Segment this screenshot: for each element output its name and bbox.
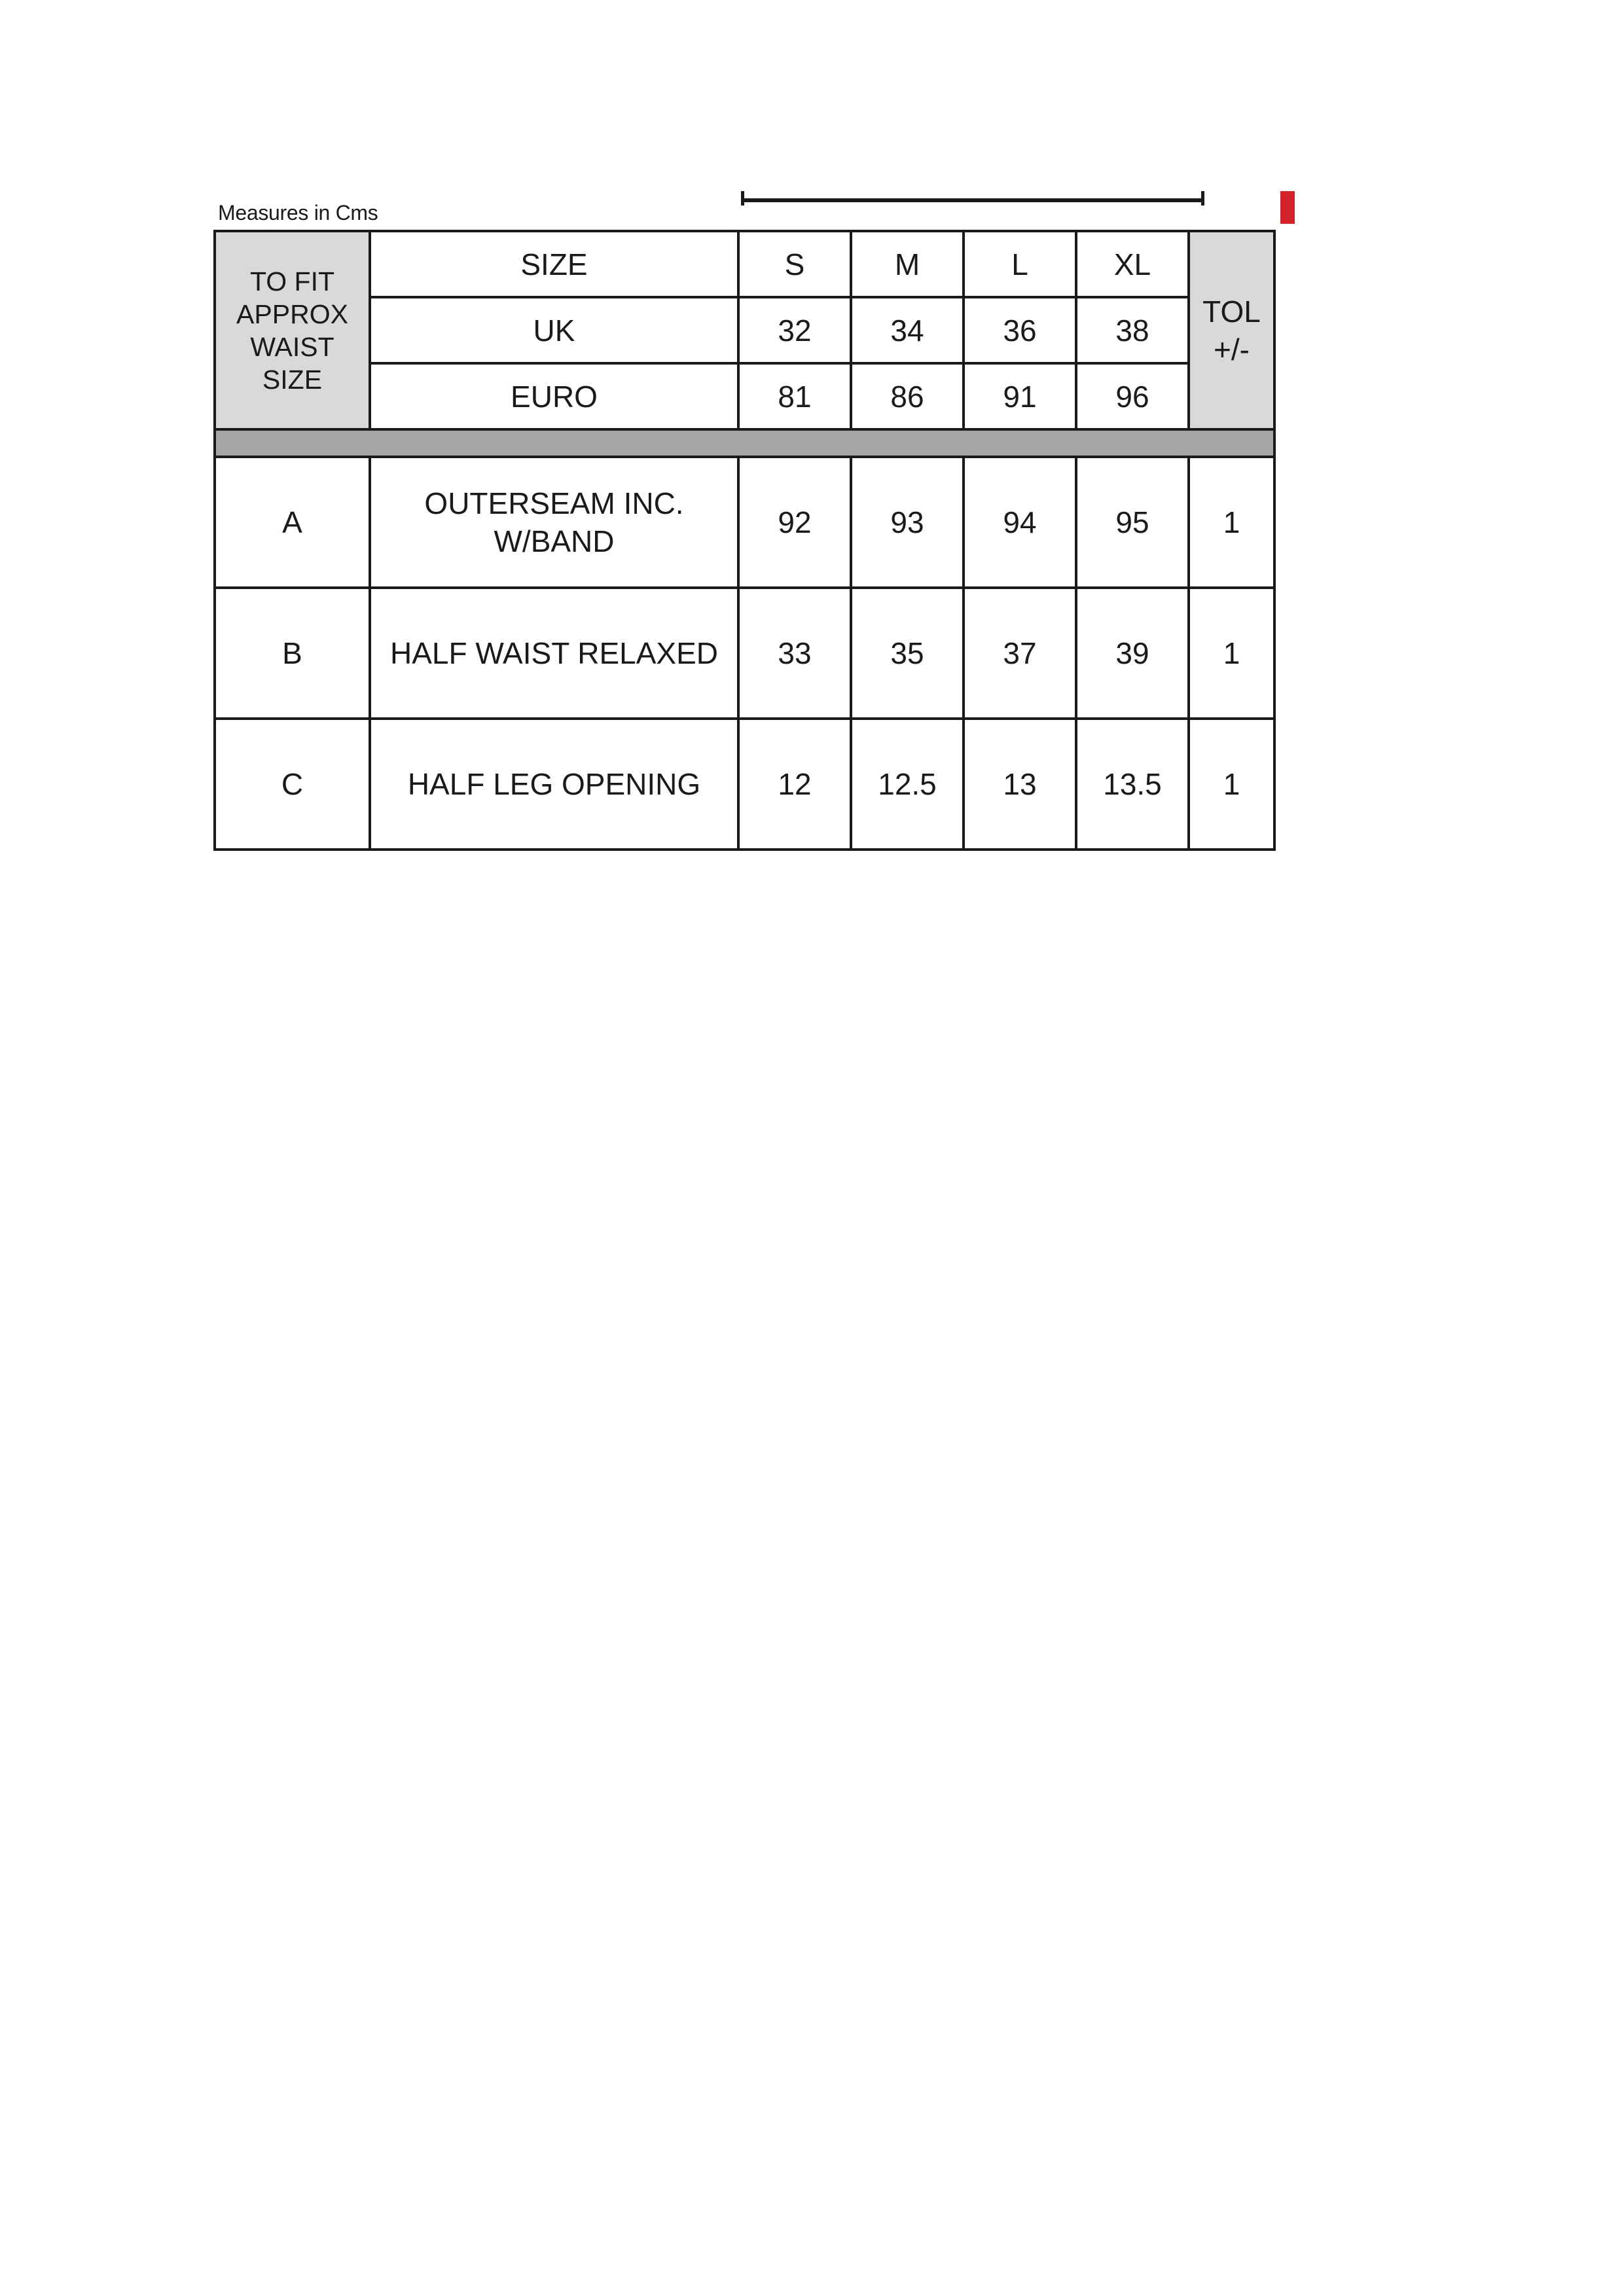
uk-size-row — [215, 297, 1274, 363]
size-cell: XL — [1076, 231, 1189, 297]
fit-label-line: SIZE — [262, 364, 323, 395]
measurement-value: 33 — [738, 588, 851, 719]
euro-size-cell: 81 — [738, 363, 851, 429]
measurement-tolerance: 1 — [1189, 588, 1274, 719]
measurement-value: 37 — [964, 588, 1076, 719]
size-range-bracket-right-tick — [1201, 191, 1204, 206]
euro-size-cell: 96 — [1076, 363, 1189, 429]
measurement-label — [370, 719, 738, 850]
measurement-value: 13 — [964, 719, 1076, 850]
euro-size-cell: 86 — [851, 363, 964, 429]
measurement-label — [370, 588, 738, 719]
uk-row-label: UK — [370, 297, 738, 363]
uk-size-cell: 34 — [851, 297, 964, 363]
measures-unit-note: Measures in Cms — [218, 201, 378, 224]
size-chart-table — [213, 230, 1276, 851]
size-cell: M — [851, 231, 964, 297]
size-cell: L — [964, 231, 1076, 297]
size-range-bracket-left-tick — [741, 191, 744, 206]
measurement-tolerance: 1 — [1189, 457, 1274, 588]
measurement-code: C — [215, 719, 370, 850]
measurement-value: 35 — [851, 588, 964, 719]
measurement-label-line: HALF LEG OPENING — [407, 767, 701, 801]
measurement-value: 12.5 — [851, 719, 964, 850]
separator-band — [215, 429, 1274, 457]
measurement-value: 12 — [738, 719, 851, 850]
measurement-code: A — [215, 457, 370, 588]
size-range-bracket — [741, 198, 1204, 202]
size-cell: S — [738, 231, 851, 297]
euro-row-label: EURO — [370, 363, 738, 429]
euro-size-row — [215, 363, 1274, 429]
measurement-value: 94 — [964, 457, 1076, 588]
tolerance-label-line: +/- — [1214, 332, 1250, 367]
uk-size-cell: 32 — [738, 297, 851, 363]
fit-label-line: WAIST — [250, 331, 334, 362]
measurement-label-line: OUTERSEAM INC. — [424, 486, 684, 520]
tolerance-header-cell — [1189, 231, 1274, 429]
fit-label-cell — [215, 231, 370, 429]
red-marker — [1280, 191, 1295, 224]
measurement-code: B — [215, 588, 370, 719]
tolerance-label-line: TOL — [1202, 294, 1261, 329]
separator-row — [215, 429, 1274, 457]
measurement-row-b — [215, 588, 1274, 719]
measurement-label — [370, 457, 738, 588]
size-header-row — [215, 231, 1274, 297]
measurement-value: 13.5 — [1076, 719, 1189, 850]
measurement-tolerance: 1 — [1189, 719, 1274, 850]
size-row-label: SIZE — [370, 231, 738, 297]
measurement-label-line: HALF WAIST RELAXED — [389, 636, 718, 670]
measurement-label-line: W/BAND — [494, 524, 615, 558]
uk-size-cell: 36 — [964, 297, 1076, 363]
fit-label-line: APPROX — [236, 298, 348, 329]
measurement-row-c — [215, 719, 1274, 850]
measurement-value: 93 — [851, 457, 964, 588]
measurement-value: 92 — [738, 457, 851, 588]
uk-size-cell: 38 — [1076, 297, 1189, 363]
fit-label-line: TO FIT — [249, 266, 335, 296]
measurement-value: 95 — [1076, 457, 1189, 588]
measurement-value: 39 — [1076, 588, 1189, 719]
measurement-row-a — [215, 457, 1274, 588]
euro-size-cell: 91 — [964, 363, 1076, 429]
